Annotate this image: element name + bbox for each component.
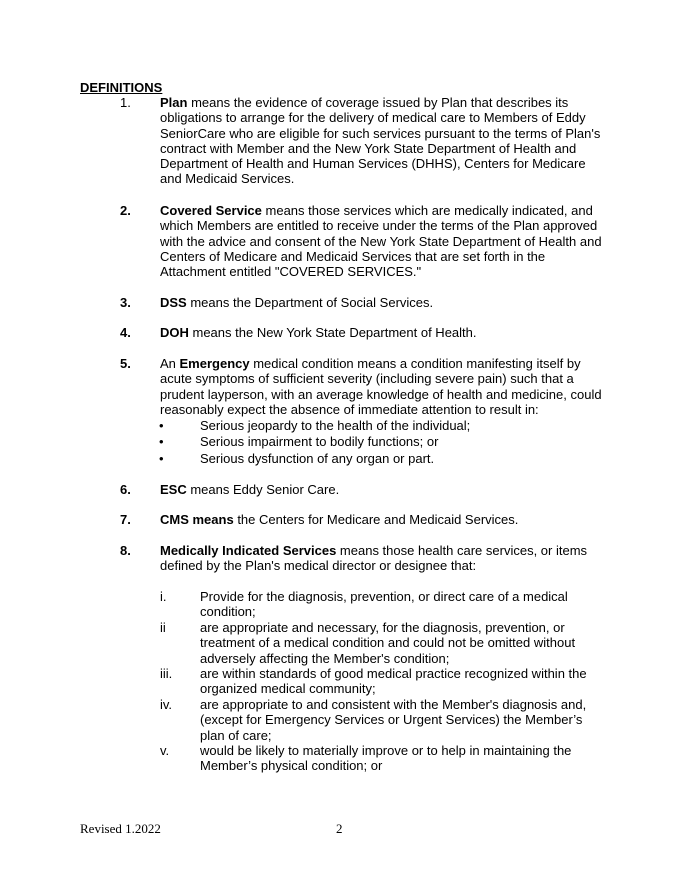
definition-term: Plan [160,95,188,110]
definition-number: 6. [120,482,131,497]
definition-body: means the Department of Social Services. [186,295,434,310]
bullet-text: Serious dysfunction of any organ or part. [200,451,435,466]
definition-term: CMS means [160,512,234,527]
definition-body: the Centers for Medicare and Medicaid Services. [233,512,519,527]
subitem-text: are appropriate and necessary, for the diagnosis, prevention, or treatment of a medical condition and could not be omitted without adversely affecting the Member's condition; [200,620,576,666]
definition-number: 1. [120,95,131,110]
definitions-heading: DEFINITIONS [80,80,163,95]
footer-page-number: 2 [336,821,343,836]
bullet-icon: • [159,434,164,449]
bullet-text: Serious jeopardy to the health of the individual; [200,418,471,433]
footer-revision: Revised 1.2022 [80,821,161,836]
definition-number: 5. [120,356,131,371]
subitem-text: are within standards of good medical practice recognized within the organized medical community; [200,666,587,697]
definition-text [160,95,610,187]
definition-term: Emergency [179,356,250,371]
bullet-icon: • [159,451,164,466]
definition-text [160,203,610,279]
subitem-text: would be likely to materially improve or to help in maintaining the Member’s physical condition; or [200,743,572,774]
subitem-label: i. [160,589,167,604]
definition-body: means the evidence of coverage issued by Plan that describes its obligations to arrange for the delivery of medical care to Members of Eddy SeniorCare who are eligible for such services pursuant to the terms of Plan's contract with Member and the New York State Department of Health and Department of Health and Human Services (DHHS), Centers for Medicare and Medicaid Services. [160,95,601,187]
definition-number: 8. [120,543,131,558]
definition-text [160,295,610,310]
definition-number: 7. [120,512,131,527]
definition-term: ESC [160,482,187,497]
definition-term: Medically Indicated Services [160,543,337,558]
subitem-text: Provide for the diagnosis, prevention, or direct care of a medical condition; [200,589,568,620]
definition-text [160,482,610,497]
definition-body: means those services which are medically indicated, and which Members are entitled to receive under the terms of the Plan approved with the advice and consent of the New York State Department of Health and Centers of Medicare and Medicaid Services that are set forth in the Attachment entitled "COVERED SERVICES." [160,203,602,280]
definition-text [160,512,610,527]
definition-body: means Eddy Senior Care. [186,482,340,497]
bullet-icon: • [159,418,164,433]
bullet-text: Serious impairment to bodily functions; or [200,434,439,449]
definition-prefix: An [160,356,180,371]
definition-text [160,325,610,340]
subitem-label: ii [160,620,166,635]
definition-term: DSS [160,295,187,310]
definition-term: DOH [160,325,189,340]
definition-body: means the New York State Department of Health. [188,325,477,340]
definition-number: 2. [120,203,131,218]
subitem-label: v. [160,743,170,758]
definition-body: medical condition means a condition manifesting itself by acute symptoms of sufficient severity (including severe pain) such that a prudent layperson, with an average knowledge of health and medicine, could reasonably expect the absence of immediate attention to result in: [160,356,602,417]
subitem-label: iii. [160,666,173,681]
definition-text [160,543,610,574]
definition-body: means those health care services, or items defined by the Plan's medical director or designee that: [160,543,588,574]
subitem-text: are appropriate to and consistent with the Member's diagnosis and, (except for Emergency Services or Urgent Services) the Member’s plan of care; [200,697,587,743]
definition-term: Covered Service [160,203,262,218]
subitem-label: iv. [160,697,173,712]
definition-number: 3. [120,295,131,310]
definition-number: 4. [120,325,131,340]
definition-text [160,356,610,417]
